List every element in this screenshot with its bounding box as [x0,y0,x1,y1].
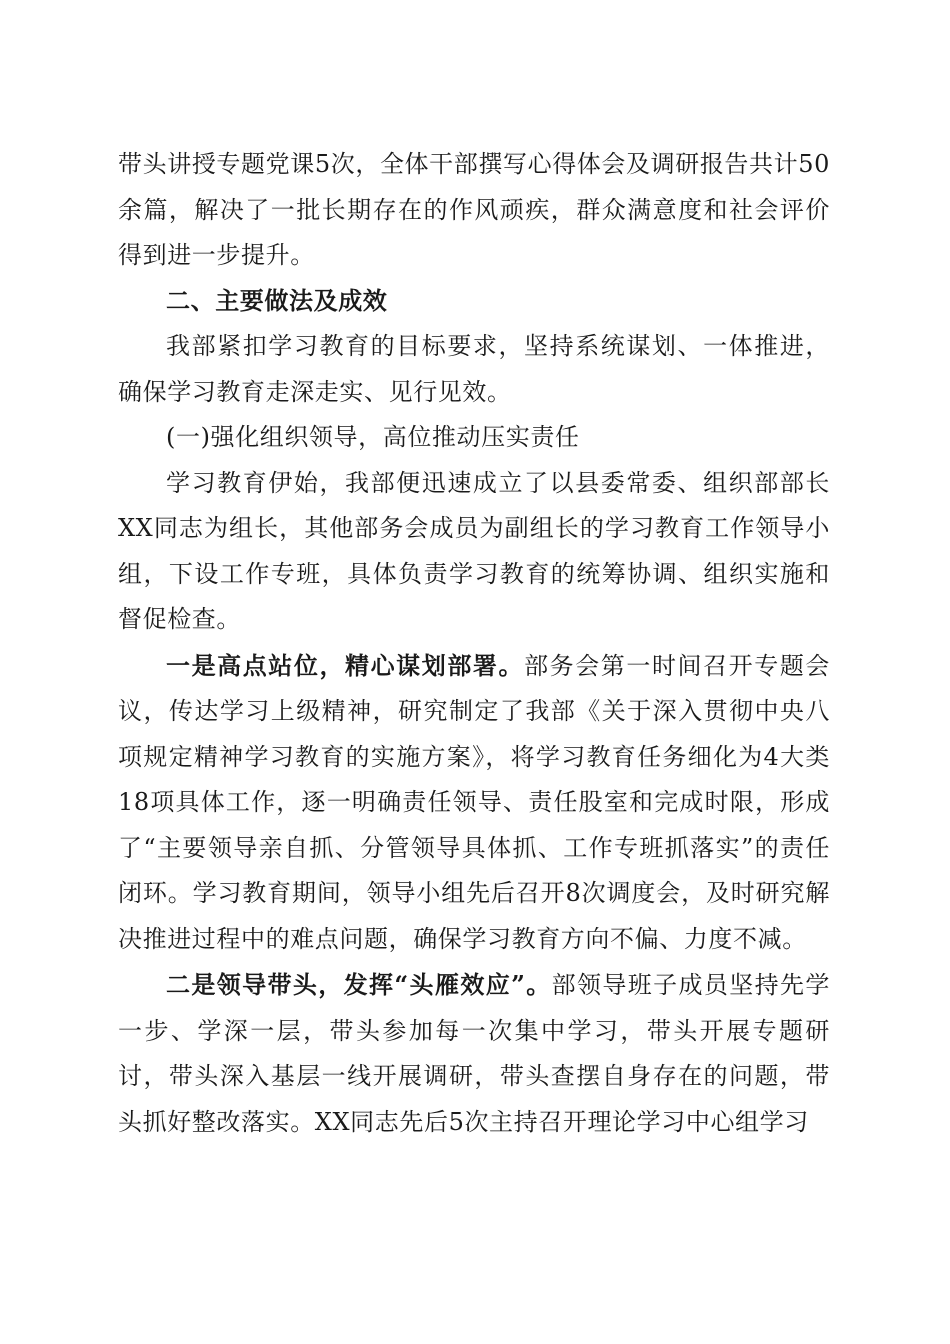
paragraph-point-one [118,643,830,963]
point-one-lead: 一是高点站位，精心谋划部署。 [166,650,525,680]
section-heading: 二、主要做法及成效 [166,286,388,315]
paragraph-intro: 我部紧扣学习教育的目标要求，坚持系统谋划、一体推进，确保学习教育走深走实、见行见效。 [118,332,830,406]
point-two-lead: 二是领导带头，发挥“头雁效应”。 [166,970,552,999]
paragraph-leading-group: 学习教育伊始，我部便迅速成立了以县委常委、组织部部长XX同志为组长，其他部务会成员为副组长的学习教育工作领导小组，下设工作专班，具体负责学习教育的统筹协调、组织实施和督促检查。 [118,468,830,633]
paragraph-continuation: 带头讲授专题党课5次，全体干部撰写心得体会及调研报告共计50余篇，解决了一批长期存在的作风顽疾，群众满意度和社会评价得到进一步提升。 [118,150,830,269]
point-one-body: 部务会第一时间召开专题会议，传达学习上级精神，研究制定了我部《关于深入贯彻中央八项规定精神学习教育的实施方案》，将学习教育任务细化为4大类18项具体工作，逐一明确责任领导、责任股室和完成时限，形成了“主要领导亲自抓、分管领导具体抓、工作专班抓落实”的责任闭环。学习教育期间，领导小组先后召开8次调度会，及时研究解决推进过程中的难点问题，确保学习教育方向不偏、力度不减。 [118,651,830,953]
point-two-body: 部领导班子成员坚持先学一步、学深一层，带头参加每一次集中学习，带头开展专题研讨，带头深入基层一线开展调研，带头查摆自身存在的问题，带头抓好整改落实。XX同志先后5次主持召开理论学习中心组学习 [118,971,830,1136]
document-body [118,142,830,1145]
paragraph-point-two [118,962,830,1145]
subsection-heading: (一)强化组织领导，高位推动压实责任 [166,423,580,451]
